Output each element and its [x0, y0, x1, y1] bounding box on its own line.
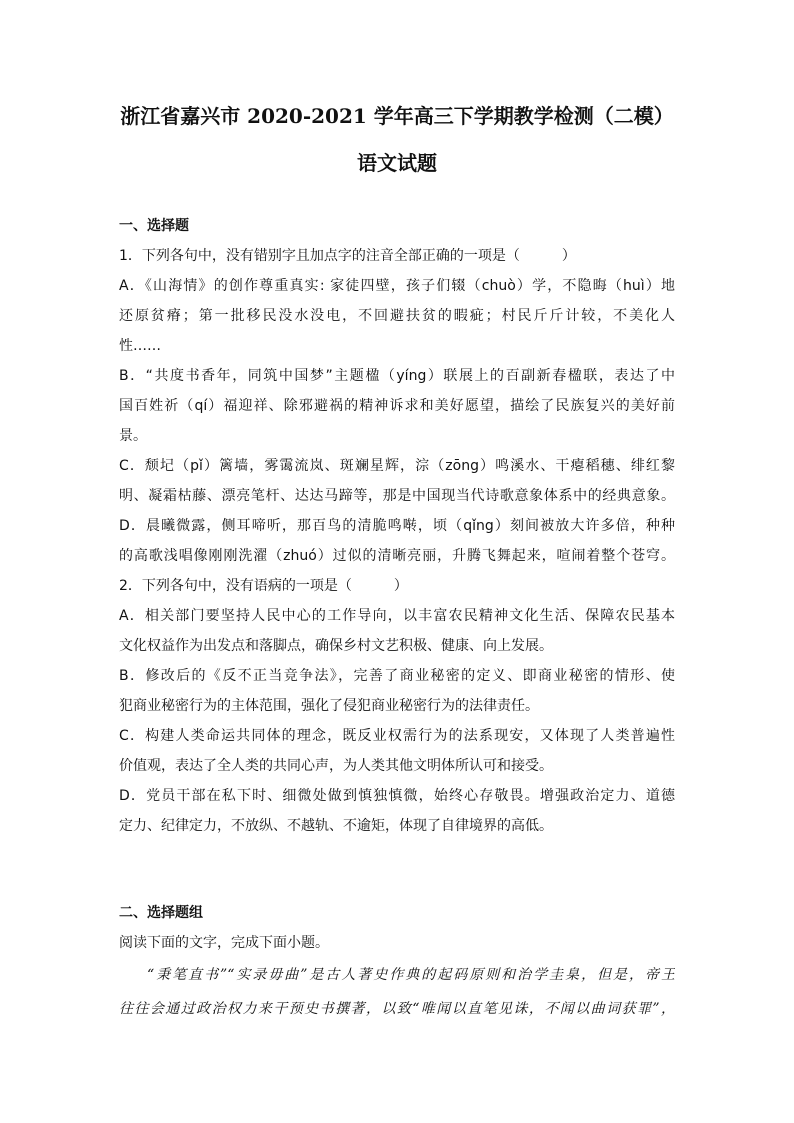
- section-1: [119, 211, 675, 841]
- question-2-stem: 2．下列各句中，没有语病的一项是（ ）: [119, 578, 408, 594]
- q1-option-c-line: C．颓圮（pǐ）篱墙，雾霭流岚、斑斓星辉，淙（zōng）鸣溪水、干瘪稻穗、绯红黎: [119, 458, 675, 474]
- q1-option-a-line: A．《山海情》的创作尊重真实: 家徒四壁，孩子们辍（chuò）学，不隐晦（huì）地: [119, 278, 675, 294]
- q1-option-a-line: 还原贫瘠；第一批移民没水没电，不回避扶贫的暇疵；村民斤斤计较，不美化人: [119, 308, 675, 324]
- q2-option-a-line: 文化权益作为出发点和落脚点，确保乡村文艺积极、健康、向上发展。: [119, 638, 553, 654]
- q1-option-b-line: 国百姓祈（qí）福迎祥、除邪避祸的精神诉求和美好愿望，描绘了民族复兴的美好前: [119, 398, 675, 414]
- reading-instruction: 阅读下面的文字，完成下面小题。: [119, 935, 329, 951]
- q2-option-d-line: D．党员干部在私下时、细微处做到慎独慎微，始终心存敬畏。增强政治定力、道德: [119, 788, 675, 804]
- section-heading: 二、选择题组: [119, 905, 203, 921]
- q1-option-a-line: 性……: [119, 338, 161, 354]
- section-2: [119, 898, 675, 958]
- q2-option-a-line: A．相关部门要坚持人民中心的工作导向，以丰富农民精神文化生活、保障农民基本: [119, 608, 675, 624]
- q1-option-c-line: 明、凝霜枯藤、漂亮笔杆、达达马蹄等，那是中国现当代诗歌意象体系中的经典意象。: [119, 488, 675, 504]
- q2-option-b-line: B．修改后的《反不正当竞争法》，完善了商业秘密的定义、即商业秘密的情形、使: [119, 668, 675, 684]
- q2-option-d-line: 定力、纪律定力，不放纵、不越轨、不逾矩，体现了自律境界的高低。: [119, 818, 553, 834]
- q1-option-d-line: 的高歌浅唱像刚刚洗濯（zhuó）过似的清晰亮丽，升腾飞舞起来，喧闹着整个苍穹。: [119, 548, 675, 564]
- passage-line: “秉笔直书”“实录毋曲”是古人著史作典的起码原则和治学圭臬，但是，帝王: [147, 967, 675, 983]
- q1-option-d-line: D．晨曦微露，侧耳啼听，那百鸟的清脆鸣啭，顷（qǐng）刻间被放大许多倍，种种: [119, 518, 675, 534]
- reading-passage: [119, 958, 675, 1026]
- question-1-stem: 1．下列各句中，没有错别字且加点字的注音全部正确的一项是（ ）: [119, 248, 576, 264]
- section-heading: 一、选择题: [119, 218, 189, 234]
- page-subtitle: 语文试题: [357, 151, 437, 175]
- q2-option-b-line: 犯商业秘密行为的主体范围，强化了侵犯商业秘密行为的法律责任。: [119, 698, 539, 714]
- passage-line: 往往会通过政治权力来干预史书撰著，以致“唯闻以直笔见诛，不闻以曲词获罪”，: [119, 1001, 675, 1017]
- q2-option-c-line: 价值观，表达了全人类的共同心声，为人类其他文明体所认可和接受。: [119, 758, 553, 774]
- q1-option-b-line: 景。: [119, 428, 147, 444]
- q2-option-c-line: C．构建人类命运共同体的理念，既反业权需行为的法系现安，又体现了人类普遍性: [119, 728, 675, 744]
- q1-option-b-line: B．“共度书香年，同筑中国梦”主题楹（yíng）联展上的百副新春楹联，表达了中: [119, 368, 675, 384]
- page-title: 浙江省嘉兴市 2020-2021 学年高三下学期教学检测（二模）: [120, 104, 674, 128]
